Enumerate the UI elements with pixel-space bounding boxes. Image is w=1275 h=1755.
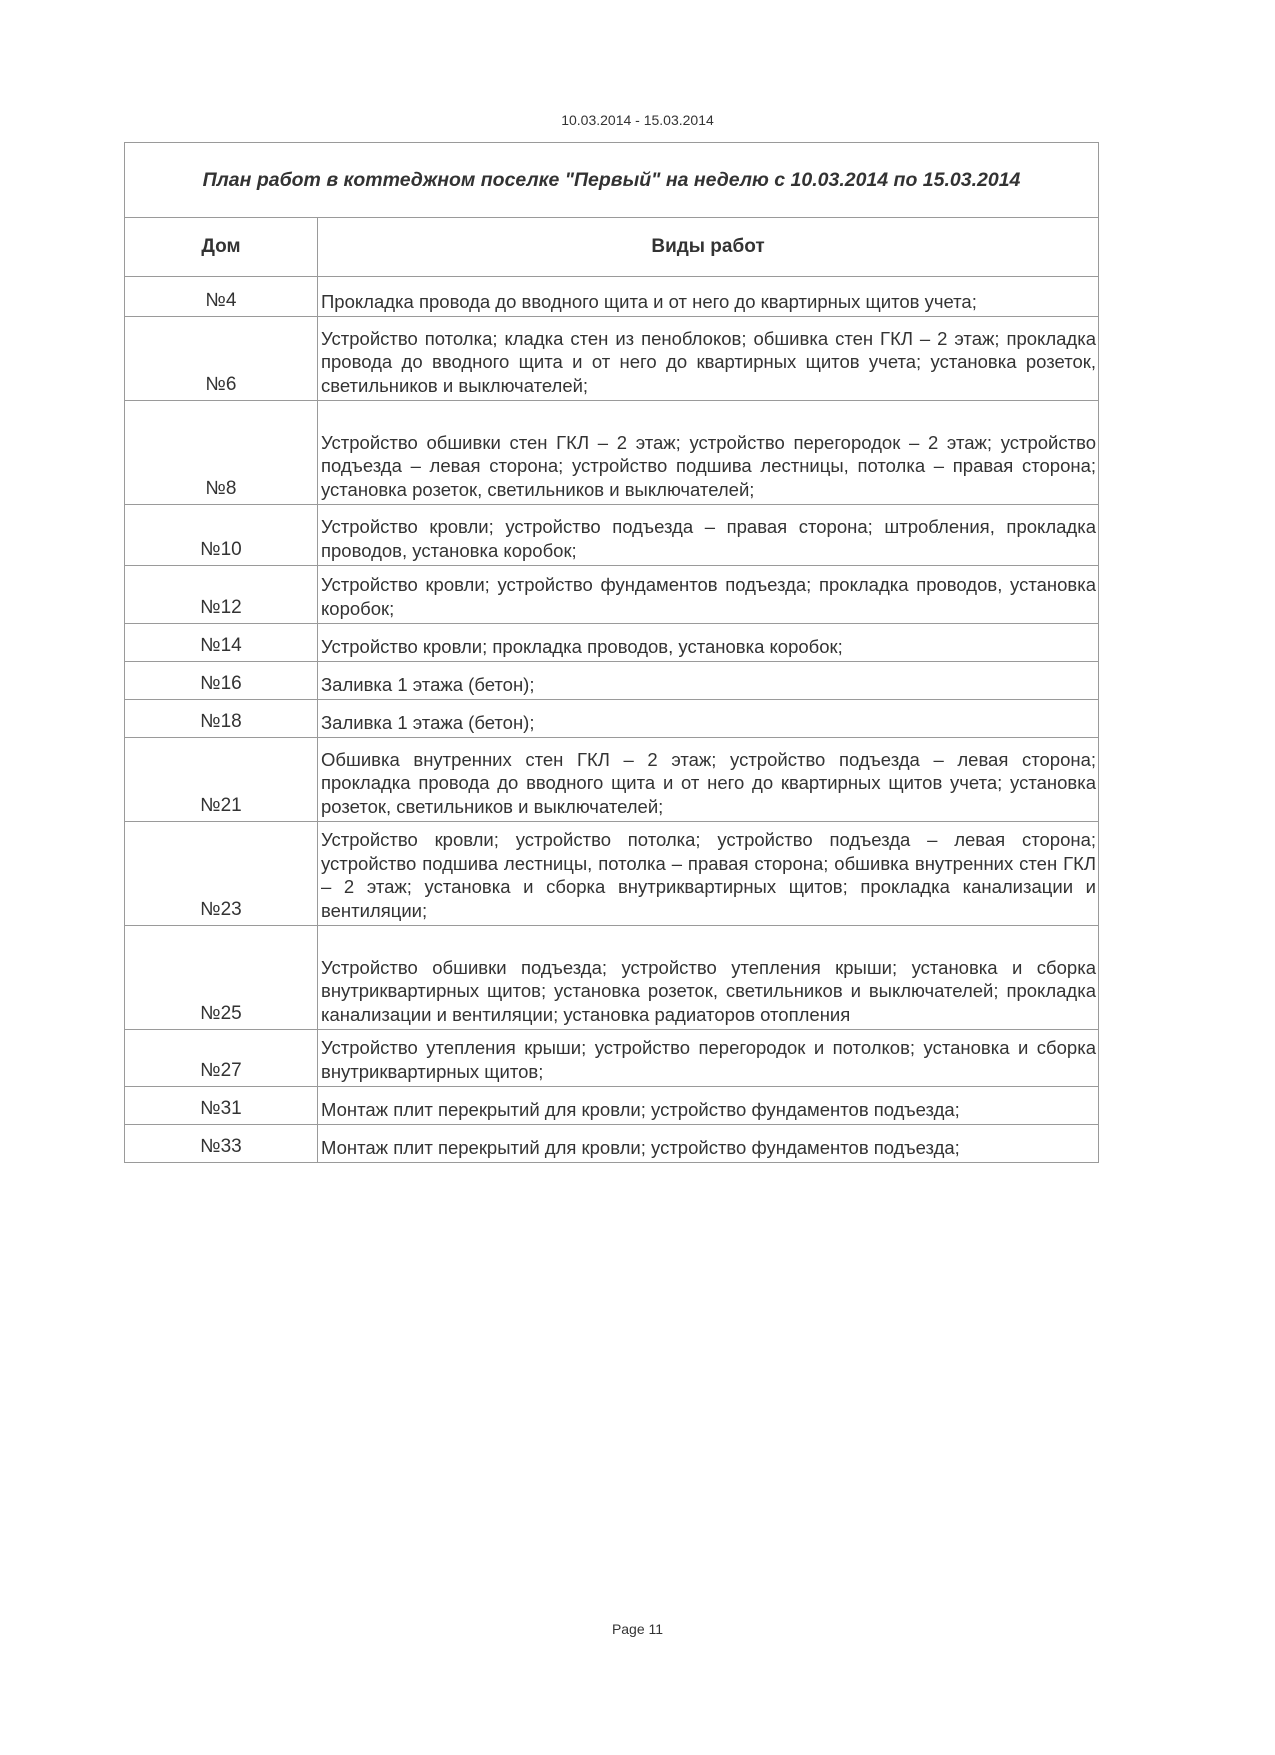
house-number-cell: №4 [125,277,318,317]
house-number-cell: №18 [125,700,318,738]
work-description-cell: Устройство обшивки стен ГКЛ – 2 этаж; устройство перегородок – 2 этаж; устройство подъезда – левая сторона; устройство подшива лестницы, потолка – правая сторона; установка розеток, светильников и выключателей; [318,401,1099,505]
work-plan-table [124,142,1099,1163]
house-number-cell: №8 [125,401,318,505]
work-description-cell: Заливка 1 этажа (бетон); [318,700,1099,738]
header-date-range: 10.03.2014 - 15.03.2014 [561,112,714,128]
work-description-cell: Устройство кровли; устройство потолка; устройство подъезда – левая сторона; устройство подшива лестницы, потолка – правая сторона; обшивка внутренних стен ГКЛ – 2 этаж; установка и сборка внутриквартирных щитов; прокладка канализации и вентиляции; [318,822,1099,926]
table-row [125,1087,1099,1125]
table-row [125,662,1099,700]
table-row [125,822,1099,926]
work-description-cell: Монтаж плит перекрытий для кровли; устройство фундаментов подъезда; [318,1125,1099,1163]
table-row [125,566,1099,624]
work-description-cell: Устройство кровли; прокладка проводов, установка коробок; [318,624,1099,662]
work-description-cell: Монтаж плит перекрытий для кровли; устройство фундаментов подъезда; [318,1087,1099,1125]
house-number-cell: №10 [125,505,318,566]
table-row [125,1125,1099,1163]
house-number-cell: №16 [125,662,318,700]
house-number-cell: №12 [125,566,318,624]
house-number-cell: №21 [125,738,318,822]
column-header-works: Виды работ [318,218,1099,277]
house-number-cell: №33 [125,1125,318,1163]
work-description-cell: Заливка 1 этажа (бетон); [318,662,1099,700]
table-title-row [125,143,1099,218]
house-number-cell: №14 [125,624,318,662]
work-description-cell: Устройство обшивки подъезда; устройство утепления крыши; установка и сборка внутриквартирных щитов; установка розеток, светильников и выключателей; прокладка канализации и вентиляции; установка радиаторов отопления [318,926,1099,1030]
house-number-cell: №25 [125,926,318,1030]
page-number: Page 11 [611,1621,664,1637]
work-description-cell: Устройство кровли; устройство подъезда – правая сторона; штробления, прокладка проводов, установка коробок; [318,505,1099,566]
table-row [125,700,1099,738]
column-header-house: Дом [125,218,318,277]
table-row [125,505,1099,566]
table-title: План работ в коттеджном поселке "Первый" на неделю с 10.03.2014 по 15.03.2014 [125,143,1099,218]
work-description-cell: Устройство потолка; кладка стен из пеноблоков; обшивка стен ГКЛ – 2 этаж; прокладка провода до вводного щита и от него до квартирных щитов учета; установка розеток, светильников и выключателей; [318,317,1099,401]
house-number-cell: №23 [125,822,318,926]
table-row [125,401,1099,505]
table-row [125,738,1099,822]
table-row [125,624,1099,662]
house-number-cell: №6 [125,317,318,401]
work-description-cell: Прокладка провода до вводного щита и от него до квартирных щитов учета; [318,277,1099,317]
house-number-cell: №27 [125,1030,318,1087]
work-description-cell: Обшивка внутренних стен ГКЛ – 2 этаж; устройство подъезда – левая сторона; прокладка провода до вводного щита и от него до квартирных щитов учета; установка розеток, светильников и выключателей; [318,738,1099,822]
table-header-row [125,218,1099,277]
table-row [125,277,1099,317]
table-row [125,1030,1099,1087]
work-description-cell: Устройство утепления крыши; устройство перегородок и потолков; установка и сборка внутриквартирных щитов; [318,1030,1099,1087]
house-number-cell: №31 [125,1087,318,1125]
work-description-cell: Устройство кровли; устройство фундаментов подъезда; прокладка проводов, установка коробок; [318,566,1099,624]
table-row [125,317,1099,401]
table-row [125,926,1099,1030]
